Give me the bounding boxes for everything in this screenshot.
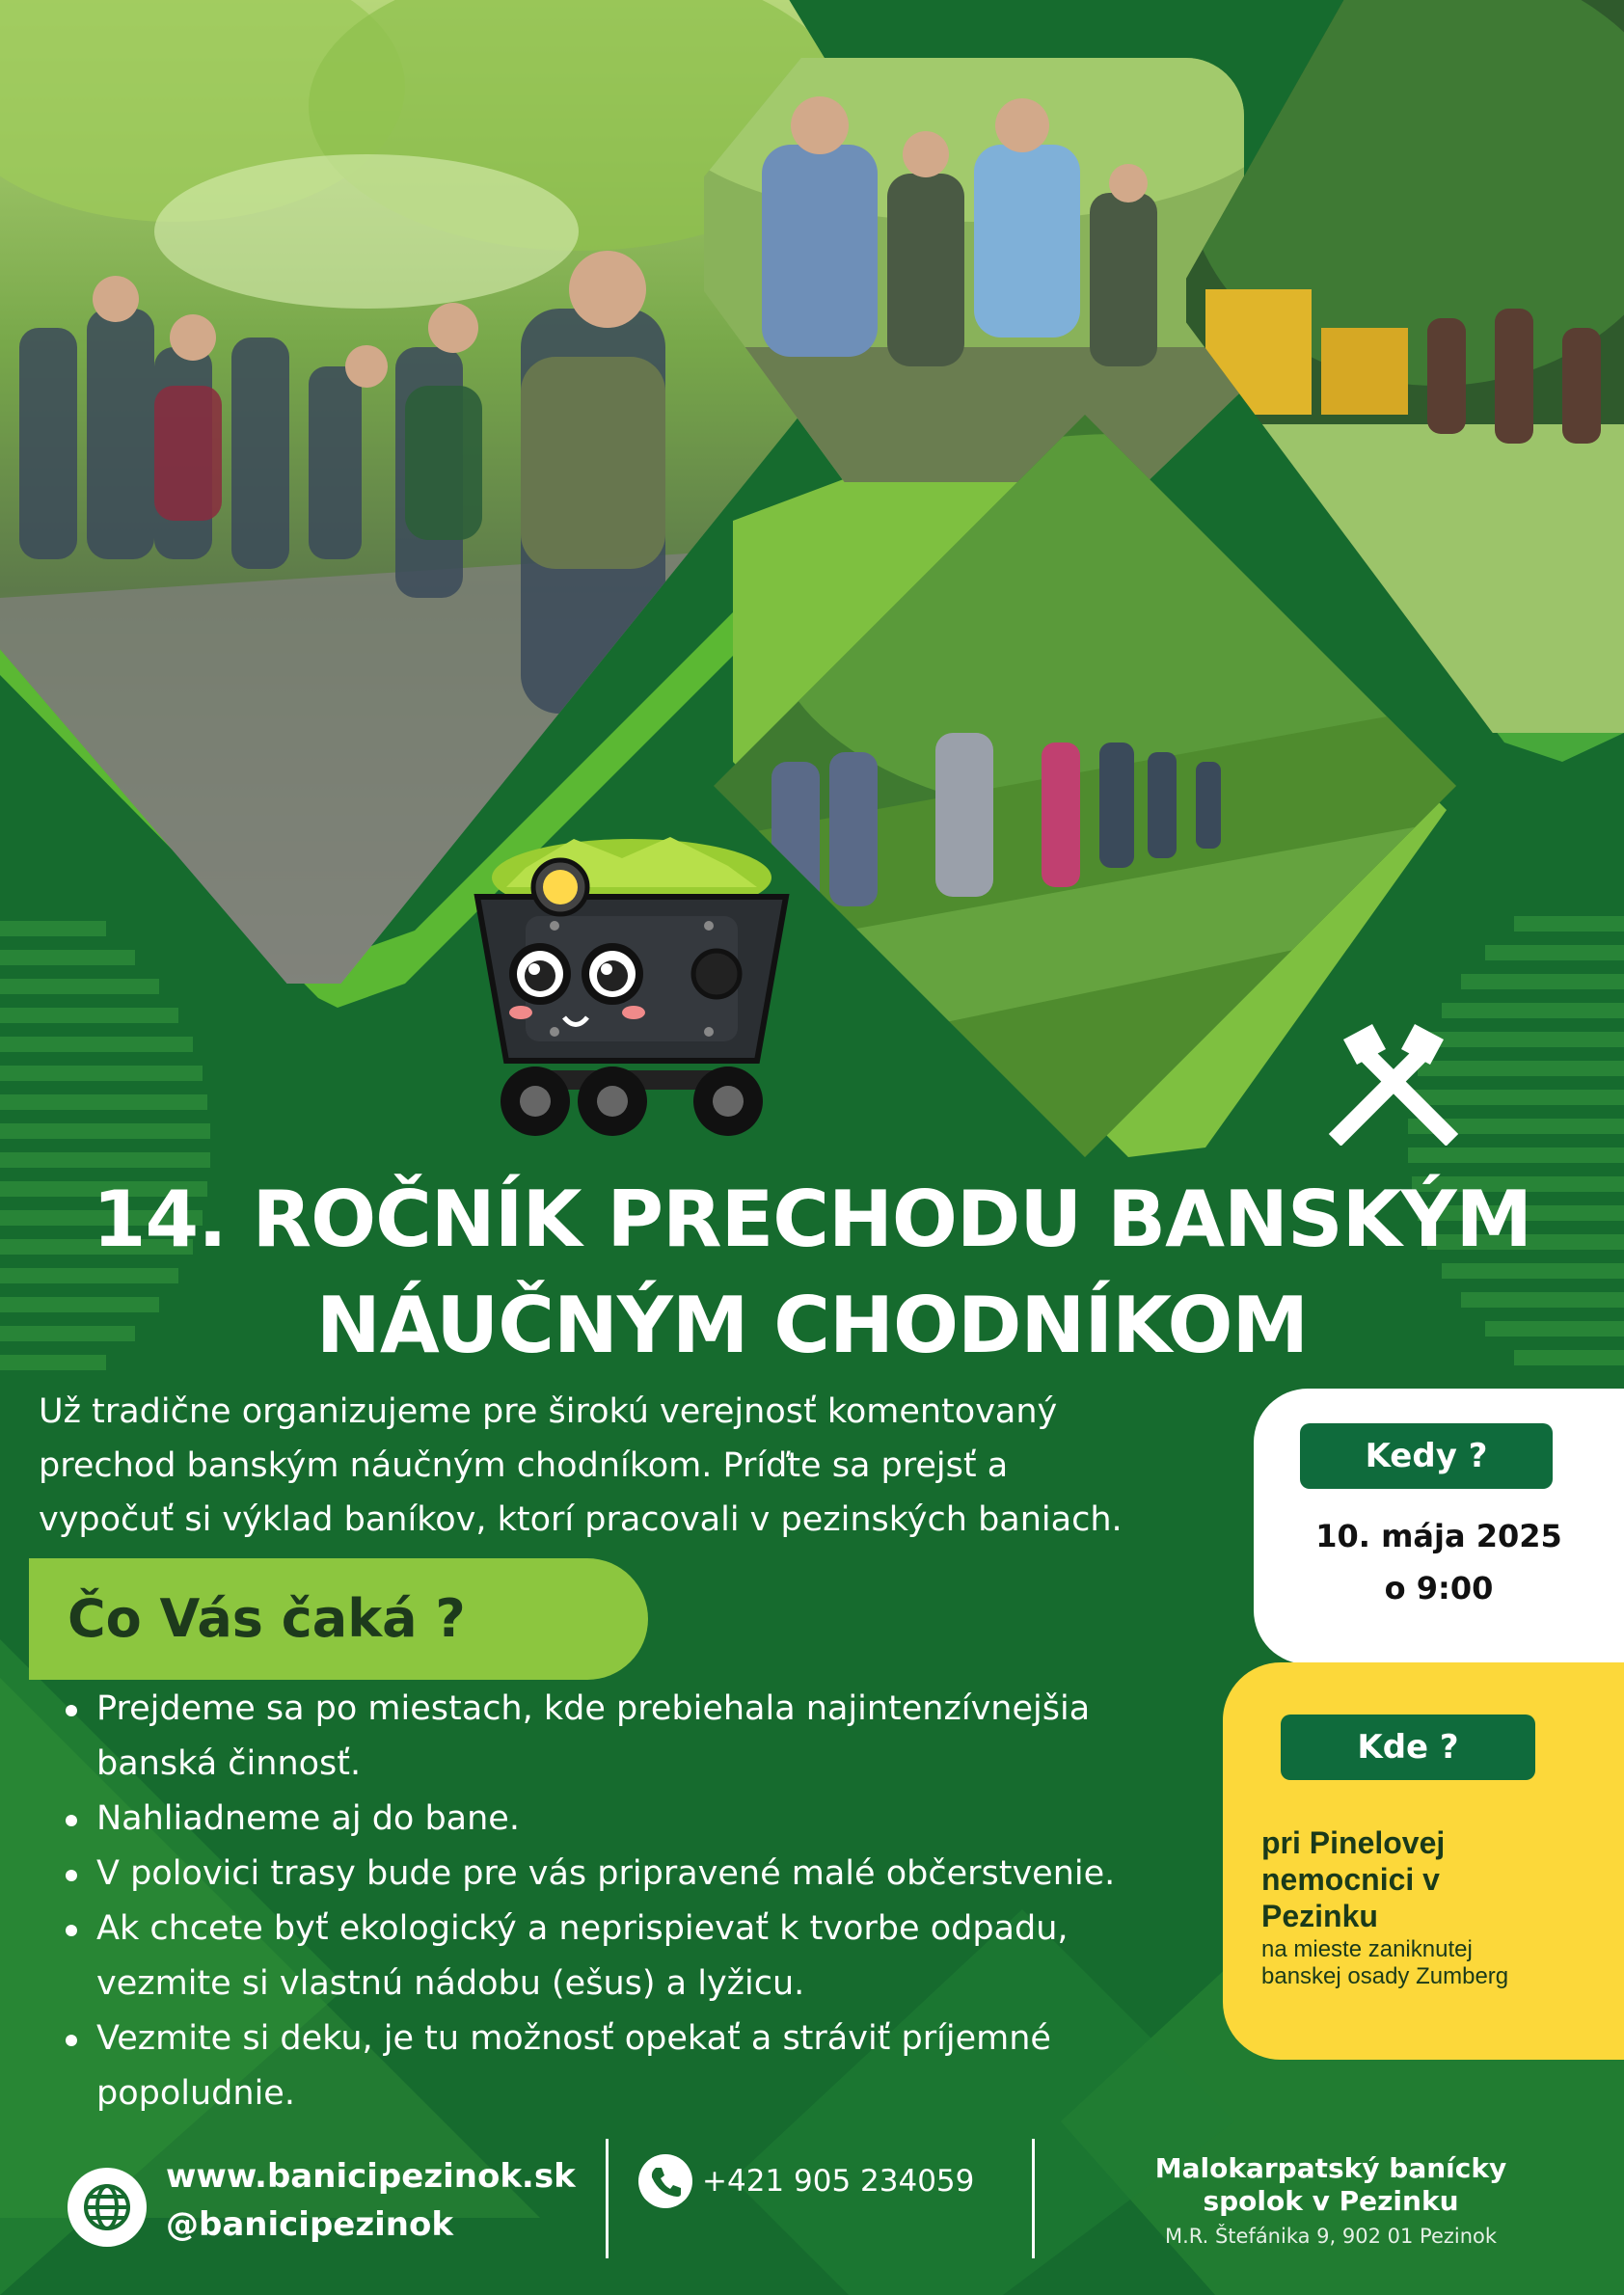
intro-paragraph	[39, 1385, 1234, 1547]
mine-cart-mascot-icon	[468, 829, 796, 1143]
list-item-line: popoludnie.	[96, 2074, 295, 2113]
phone-number[interactable]: +421 905 234059	[702, 2164, 975, 2199]
where-sub-line: na mieste zaniknutej	[1261, 1936, 1473, 1962]
footer-divider	[1032, 2139, 1035, 2258]
list-item	[60, 1847, 1217, 1902]
what-awaits-banner	[29, 1558, 648, 1680]
headline-line-1: 14. ROČNÍK PRECHODU BANSKÝM	[92, 1174, 1532, 1264]
social-handle[interactable]: @banicipezinok	[166, 2205, 453, 2244]
footer-divider	[606, 2139, 609, 2258]
event-date: 10. mája 2025	[1315, 1518, 1562, 1554]
website-link[interactable]	[166, 2152, 576, 2249]
what-awaits-title: Čo Vás čaká ?	[68, 1588, 466, 1649]
list-item-line: V polovici trasy bude pre vás pripravené malé občerstvenie.	[96, 1854, 1116, 1893]
intro-line-1: Už tradične organizujeme pre širokú verejnosť komentovaný	[39, 1392, 1058, 1431]
when-card	[1254, 1389, 1624, 1664]
event-headline	[58, 1167, 1566, 1379]
where-line: pri Pinelovej	[1261, 1825, 1446, 1860]
where-sublocation	[1261, 1936, 1618, 1990]
list-item-line: Prejdeme sa po miestach, kde prebiehala najintenzívnejšia	[96, 1689, 1091, 1728]
where-card	[1223, 1662, 1624, 2060]
list-item	[60, 1902, 1217, 2012]
event-time: o 9:00	[1384, 1570, 1494, 1606]
what-awaits-list	[60, 1682, 1217, 2121]
globe-icon	[68, 2168, 147, 2247]
list-item	[60, 2012, 1217, 2121]
list-item-line: vezmite si vlastnú nádobu (ešus) a lyžicu.	[96, 1964, 805, 2003]
list-item-line: Vezmite si deku, je tu možnosť opekať a stráviť príjemné	[96, 2019, 1051, 2058]
intro-line-3: vypočuť si výklad baníkov, ktorí pracovali v pezinských baniach.	[39, 1500, 1123, 1539]
list-item-line: Nahliadneme aj do bane.	[96, 1799, 520, 1838]
where-line: nemocnici v	[1261, 1862, 1440, 1897]
website-url[interactable]: www.banicipezinok.sk	[166, 2157, 576, 2196]
when-details	[1254, 1510, 1624, 1614]
when-label: Kedy ?	[1300, 1423, 1553, 1489]
organization-address: M.R. Štefánika 9, 902 01 Pezinok	[1164, 2225, 1498, 2248]
list-item-line: banská činnosť.	[96, 1744, 362, 1783]
where-line: Pezinku	[1261, 1899, 1378, 1933]
hammer-and-pick-icon	[1326, 1020, 1461, 1146]
list-item	[60, 1682, 1217, 1792]
where-location	[1261, 1824, 1609, 1934]
list-item-line: Ak chcete byť ekologický a neprispievať k tvorbe odpadu,	[96, 1909, 1069, 1948]
where-label: Kde ?	[1281, 1714, 1535, 1780]
list-item	[60, 1792, 1217, 1847]
headline-line-2: NÁUČNÝM CHODNÍKOM	[315, 1281, 1309, 1370]
where-sub-line: banskej osady Zumberg	[1261, 1963, 1509, 1989]
org-line: spolok v Pezinku	[1203, 2185, 1459, 2217]
phone-icon	[638, 2154, 692, 2208]
intro-line-2: prechod banským náučným chodníkom. Príďte sa prejsť a	[39, 1446, 1009, 1485]
organization-name	[1099, 2152, 1562, 2218]
org-line: Malokarpatský banícky	[1154, 2152, 1507, 2184]
